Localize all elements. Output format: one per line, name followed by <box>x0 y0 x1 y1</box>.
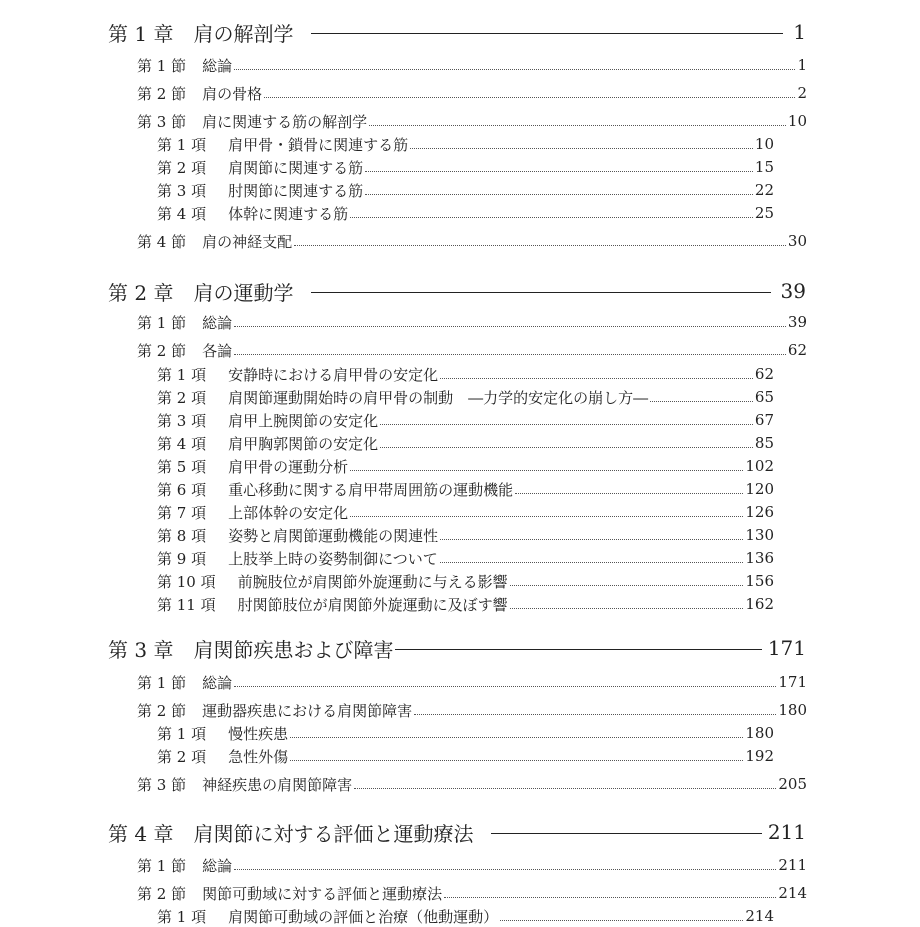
section-title: 総論 <box>202 856 233 875</box>
chapter-title: 肩関節疾患および障害 <box>193 637 394 662</box>
page-number: 162 <box>745 595 774 613</box>
item-title: 肩甲上腕関節の安定化 <box>228 411 379 430</box>
item-title: 慢性疾患 <box>228 724 289 743</box>
section-row[interactable] <box>137 854 807 876</box>
section-title: 総論 <box>202 673 233 692</box>
item-title: 肩関節運動開始時の肩甲骨の制動 ―力学的安定化の崩し方― <box>228 388 649 407</box>
item-label: 第 3 項 <box>157 181 207 200</box>
dot-leader <box>510 608 744 609</box>
item-title: 急性外傷 <box>228 747 289 766</box>
section-label: 第 1 節 <box>137 856 187 875</box>
page-number: 15 <box>754 158 774 176</box>
item-label: 第 1 項 <box>157 135 207 154</box>
section-title: 関節可動域に対する評価と運動療法 <box>202 884 443 903</box>
item-row[interactable] <box>157 432 774 454</box>
section-label: 第 2 節 <box>137 884 187 903</box>
page-number: 2 <box>797 84 807 102</box>
dot-leader <box>650 401 753 402</box>
section-row[interactable] <box>137 699 807 721</box>
item-label: 第 2 項 <box>157 747 207 766</box>
chapter-row[interactable] <box>108 17 806 47</box>
dot-leader <box>234 354 786 355</box>
section-label: 第 3 節 <box>137 112 187 131</box>
item-row[interactable] <box>157 570 774 592</box>
section-row[interactable] <box>137 311 807 333</box>
page-number: 1 <box>793 20 806 44</box>
item-row[interactable] <box>157 722 774 744</box>
page-number: 62 <box>754 365 774 383</box>
chapter-label: 第 2 章 <box>108 280 174 305</box>
item-title: 上部体幹の安定化 <box>228 503 349 522</box>
page-number: 205 <box>778 775 807 793</box>
dot-leader <box>354 788 776 789</box>
section-row[interactable] <box>137 82 807 104</box>
page-number: 30 <box>787 232 807 250</box>
section-title: 総論 <box>202 313 233 332</box>
section-row[interactable] <box>137 671 807 693</box>
page-number: 171 <box>767 636 806 660</box>
item-title: 肩甲骨の運動分析 <box>228 457 349 476</box>
item-label: 第 1 項 <box>157 365 207 384</box>
page-number: 85 <box>754 434 774 452</box>
page-number: 22 <box>754 181 774 199</box>
chapter-title: 肩関節に対する評価と運動療法 <box>193 821 474 846</box>
dot-leader <box>510 585 744 586</box>
dot-leader <box>365 194 753 195</box>
item-row[interactable] <box>157 156 774 178</box>
dot-leader <box>234 869 776 870</box>
page-number: 214 <box>745 907 774 925</box>
page-number: 67 <box>754 411 774 429</box>
page-number: 130 <box>745 526 774 544</box>
section-row[interactable] <box>137 773 807 795</box>
dot-leader <box>440 378 753 379</box>
chapter-title: 肩の運動学 <box>193 280 294 305</box>
section-label: 第 4 節 <box>137 232 187 251</box>
item-title: 体幹に関連する筋 <box>228 204 349 223</box>
dot-leader <box>290 760 743 761</box>
page-number: 211 <box>767 820 806 844</box>
item-title: 重心移動に関する肩甲帯周囲筋の運動機能 <box>228 480 514 499</box>
page-number: 171 <box>778 673 807 691</box>
page-number: 62 <box>787 341 807 359</box>
chapter-title: 肩の解剖学 <box>193 21 294 46</box>
page-number: 1 <box>797 56 807 74</box>
item-title: 安静時における肩甲骨の安定化 <box>228 365 439 384</box>
section-title: 肩に関連する筋の解剖学 <box>202 112 368 131</box>
item-label: 第 2 項 <box>157 158 207 177</box>
item-label: 第 1 項 <box>157 724 207 743</box>
section-title: 神経疾患の肩関節障害 <box>202 775 353 794</box>
chapter-row[interactable] <box>108 817 806 847</box>
dot-leader <box>410 148 753 149</box>
dot-leader <box>414 714 776 715</box>
item-title: 肘関節肢位が肩関節外旋運動に及ぼす響 <box>237 595 508 614</box>
item-title: 肩甲骨・鎖骨に関連する筋 <box>228 135 409 154</box>
section-row[interactable] <box>137 339 807 361</box>
page-number: 211 <box>778 856 807 874</box>
dot-leader <box>369 125 786 126</box>
item-row[interactable] <box>157 524 774 546</box>
section-title: 総論 <box>202 56 233 75</box>
item-title: 上肢挙上時の姿勢制御について <box>228 549 438 568</box>
section-label: 第 1 節 <box>137 56 187 75</box>
dot-leader <box>234 326 786 327</box>
dot-leader <box>350 217 753 218</box>
item-row[interactable] <box>157 501 774 523</box>
page-number: 136 <box>745 549 774 567</box>
item-row[interactable] <box>157 455 774 477</box>
item-row[interactable] <box>157 745 774 767</box>
section-label: 第 2 節 <box>137 341 187 360</box>
dot-leader <box>234 686 776 687</box>
page-number: 180 <box>778 701 807 719</box>
item-label: 第 7 項 <box>157 503 207 522</box>
item-label: 第 5 項 <box>157 457 207 476</box>
item-row[interactable] <box>157 478 774 500</box>
section-label: 第 1 節 <box>137 313 187 332</box>
section-title: 各論 <box>202 341 233 360</box>
chapter-leader-line <box>395 649 761 650</box>
chapter-leader-line <box>491 833 761 834</box>
item-title: 肘関節に関連する筋 <box>228 181 364 200</box>
item-row[interactable] <box>157 363 774 385</box>
item-label: 第 10 項 <box>157 572 216 591</box>
item-row[interactable] <box>157 547 774 569</box>
section-label: 第 3 節 <box>137 775 187 794</box>
section-title: 運動器疾患における肩関節障害 <box>202 701 413 720</box>
chapter-row[interactable] <box>108 276 806 306</box>
item-label: 第 4 項 <box>157 434 207 453</box>
item-row[interactable] <box>157 409 774 431</box>
item-label: 第 11 項 <box>157 595 216 614</box>
page-number: 192 <box>745 747 774 765</box>
page-number: 10 <box>754 135 774 153</box>
item-row[interactable] <box>157 179 774 201</box>
dot-leader <box>380 424 753 425</box>
page-number: 39 <box>787 313 807 331</box>
section-label: 第 2 節 <box>137 84 187 103</box>
item-label: 第 4 項 <box>157 204 207 223</box>
dot-leader <box>264 97 795 98</box>
section-label: 第 1 節 <box>137 673 187 692</box>
dot-leader <box>380 447 753 448</box>
item-label: 第 6 項 <box>157 480 207 499</box>
item-label: 第 2 項 <box>157 388 207 407</box>
item-label: 第 9 項 <box>157 549 207 568</box>
item-title: 前腕肢位が肩関節外旋運動に与える影響 <box>237 572 508 591</box>
section-row[interactable] <box>137 54 807 76</box>
item-title: 姿勢と肩関節運動機能の関連性 <box>228 526 439 545</box>
dot-leader <box>290 737 743 738</box>
page-number: 10 <box>787 112 807 130</box>
section-row[interactable] <box>137 110 807 132</box>
dot-leader <box>365 171 753 172</box>
page-number: 126 <box>745 503 774 521</box>
item-row[interactable] <box>157 905 774 927</box>
item-label: 第 1 項 <box>157 907 207 926</box>
chapter-leader-line <box>311 33 783 34</box>
item-label: 第 8 項 <box>157 526 207 545</box>
page-number: 25 <box>754 204 774 222</box>
dot-leader <box>515 493 743 494</box>
page-number: 120 <box>745 480 774 498</box>
page-number: 102 <box>745 457 774 475</box>
dot-leader <box>440 539 743 540</box>
dot-leader <box>294 245 786 246</box>
item-row[interactable] <box>157 202 774 224</box>
page-number: 156 <box>745 572 774 590</box>
item-label: 第 3 項 <box>157 411 207 430</box>
page-number: 39 <box>780 279 806 303</box>
item-row[interactable] <box>157 386 774 408</box>
chapter-row[interactable] <box>108 633 806 663</box>
dot-leader <box>440 562 744 563</box>
section-label: 第 2 節 <box>137 701 187 720</box>
dot-leader <box>350 516 743 517</box>
item-title: 肩甲胸郭関節の安定化 <box>228 434 379 453</box>
chapter-label: 第 4 章 <box>108 821 174 846</box>
section-title: 肩の骨格 <box>202 84 263 103</box>
item-title: 肩関節に関連する筋 <box>228 158 364 177</box>
section-row[interactable] <box>137 882 807 904</box>
page-number: 214 <box>778 884 807 902</box>
section-row[interactable] <box>137 230 807 252</box>
chapter-leader-line <box>311 292 770 293</box>
dot-leader <box>350 470 743 471</box>
item-title: 肩関節可動域の評価と治療（他動運動） <box>228 907 499 926</box>
item-row[interactable] <box>157 593 774 615</box>
item-row[interactable] <box>157 133 774 155</box>
page-number: 180 <box>745 724 774 742</box>
dot-leader <box>234 69 795 70</box>
section-title: 肩の神経支配 <box>202 232 293 251</box>
dot-leader <box>444 897 776 898</box>
page-number: 65 <box>754 388 774 406</box>
chapter-label: 第 3 章 <box>108 637 174 662</box>
chapter-label: 第 1 章 <box>108 21 174 46</box>
